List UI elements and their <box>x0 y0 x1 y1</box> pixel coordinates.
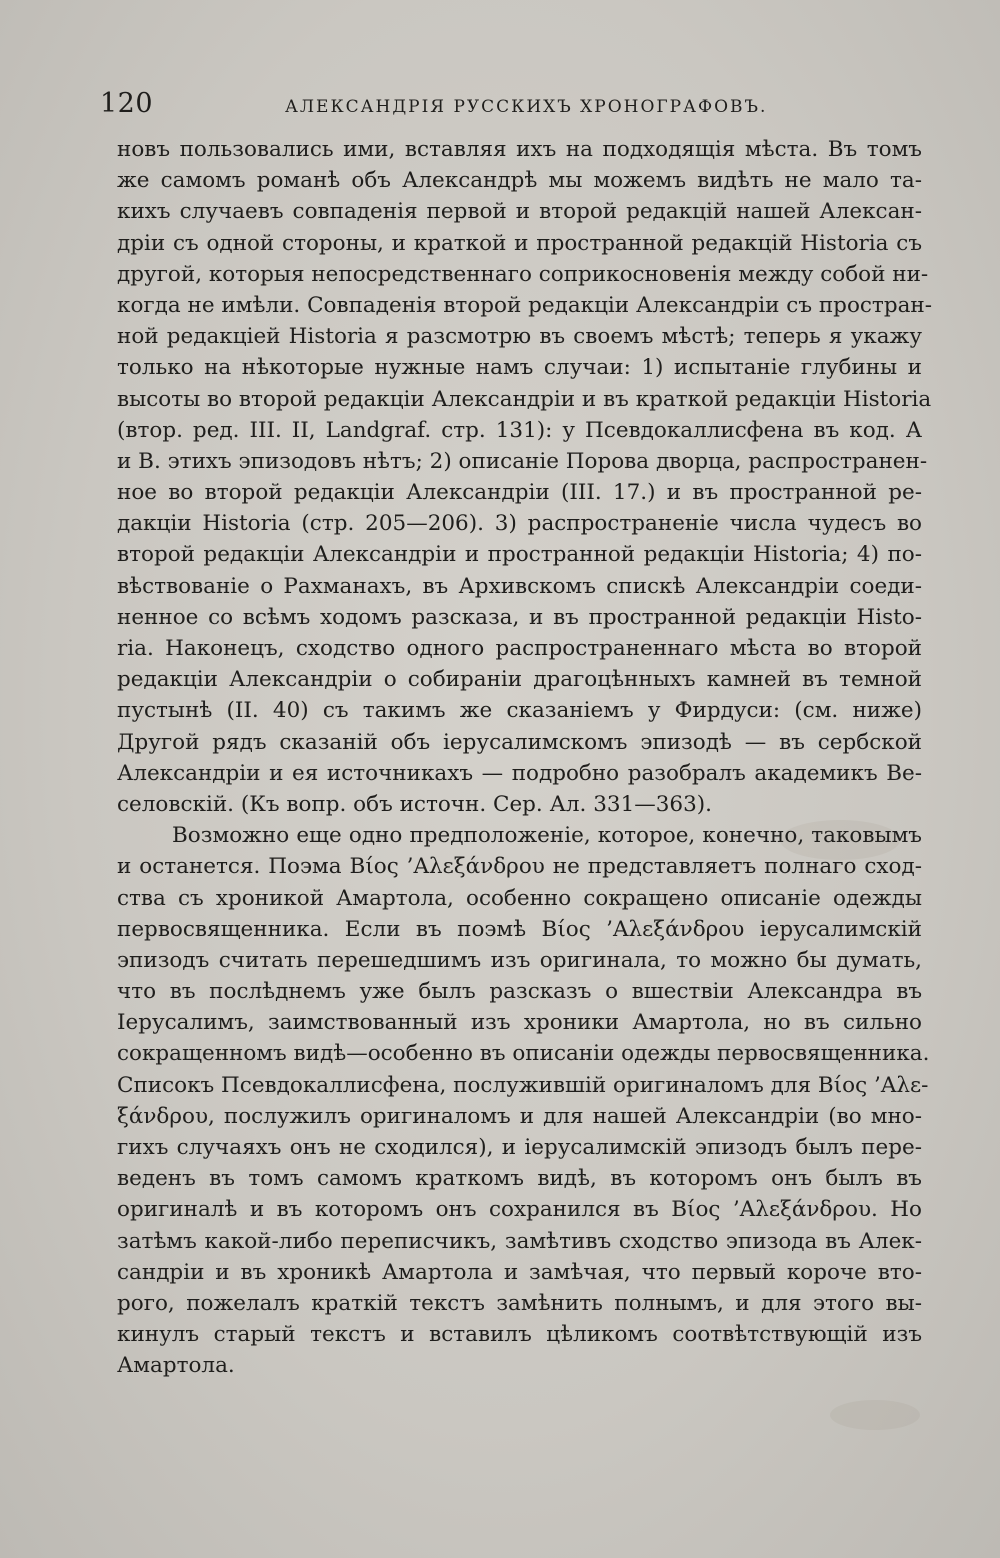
text-line: Списокъ Псевдокаллисфена, послужившій оригиналомъ для Βίος ’Αλε- <box>117 1072 929 1098</box>
page-number: 120 <box>100 88 154 119</box>
text-line: второй редакціи Александріи и пространной редакціи Historia; 4) по- <box>117 542 922 568</box>
text-line: веденъ въ томъ самомъ краткомъ видѣ, въ которомъ онъ былъ въ <box>117 1166 922 1192</box>
text-line: Возможно еще одно предположеніе, которое, конечно, таковымъ <box>172 823 922 849</box>
text-line: (втор. ред. III. II, Landgraf. стр. 131): у Псевдокаллисфена въ код. А <box>117 417 922 443</box>
text-line: и В. этихъ эпизодовъ нѣтъ; 2) описаніе Порова дворца, распространен- <box>117 448 928 474</box>
text-line: ненное со всѣмъ ходомъ разсказа, и въ пространной редакціи Histo- <box>117 604 922 630</box>
text-line: кинулъ старый текстъ и вставилъ цѣликомъ соотвѣтствующій изъ <box>117 1322 922 1348</box>
text-line: гихъ случаяхъ онъ не сходился), и іерусалимскій эпизодъ былъ пере- <box>117 1135 922 1160</box>
text-line: дріи съ одной стороны, и краткой и пространной редакцій Historia съ <box>117 230 922 256</box>
running-head: АЛЕКСАНДРІЯ РУССКИХЪ ХРОНОГРАФОВЪ. <box>285 97 768 117</box>
page-header <box>100 88 930 128</box>
text-line: Іерусалимъ, заимствованный изъ хроники Амартола, но въ сильно <box>117 1010 922 1036</box>
text-line: эпизодъ считать перешедшимъ изъ оригинала, то можно бы думать, <box>117 947 922 973</box>
text-line: оригиналѣ и въ которомъ онъ сохранился въ Βίος ’Αλεξάνδρου. Но <box>117 1197 922 1223</box>
text-line: сандріи и въ хроникѣ Амартола и замѣчая, что первый короче вто- <box>117 1259 922 1285</box>
text-line: ства съ хроникой Амартола, особенно сокращено описаніе одежды <box>117 885 922 911</box>
text-line: когда не имѣли. Совпаденія второй редакціи Александріи съ простран- <box>117 292 933 318</box>
text-line: дакціи Historia (стр. 205—206). 3) распространеніе числа чудесъ во <box>117 511 922 537</box>
text-line: первосвященника. Если въ поэмѣ Βίος ’Αλεξάνδρου іерусалимскій <box>117 916 922 942</box>
text-line: редакціи Александріи о собираніи драгоцѣнныхъ камней въ темной <box>117 667 922 693</box>
text-line: вѣствованіе о Рахманахъ, въ Архивскомъ спискѣ Александріи соеди- <box>117 573 922 599</box>
text-line: другой, которыя непосредственнаго соприкосновенія между собой ни- <box>117 261 929 287</box>
text-line: новъ пользовались ими, вставляя ихъ на подходящія мѣста. Въ томъ <box>117 137 922 162</box>
body-text <box>117 134 933 1382</box>
text-line: только на нѣкоторые нужные намъ случаи: 1) испытаніе глубины и <box>117 355 922 381</box>
text-line: ξάνδρου, послужилъ оригиналомъ и для нашей Александріи (во мно- <box>117 1103 922 1129</box>
text-line: пустынѣ (II. 40) съ такимъ же сказаніемъ у Фирдуси: (см. ниже) <box>117 698 922 724</box>
paper-stain <box>830 1400 920 1430</box>
text-line: рого, пожелалъ краткій текстъ замѣнить полнымъ, и для этого вы- <box>117 1290 922 1316</box>
paragraph <box>117 134 933 820</box>
text-line: Александріи и ея источникахъ — подробно разобралъ академикъ Ве- <box>117 760 922 786</box>
text-line: ное во второй редакціи Александріи (III. 17.) и въ пространной ре- <box>117 480 922 506</box>
text-line: Другой рядъ сказаній объ іерусалимскомъ эпизодѣ — въ сербской <box>117 729 922 755</box>
text-line: ria. Наконецъ, сходство одного распространеннаго мѣста во второй <box>117 636 922 661</box>
text-line: Амартола. <box>117 1353 235 1379</box>
paragraph <box>117 820 930 1381</box>
text-line: сокращенномъ видѣ—особенно въ описаніи одежды первосвященника. <box>117 1041 930 1067</box>
text-line: и останется. Поэма Βίος ’Αλεξάνδρου не представляетъ полнаго сход- <box>117 854 922 880</box>
text-line: что въ послѣднемъ уже былъ разсказъ о вшествіи Александра въ <box>117 979 922 1005</box>
text-line: же самомъ романѣ объ Александрѣ мы можемъ видѣть не мало та- <box>117 168 922 194</box>
text-line: селовскій. (Къ вопр. объ источн. Сер. Ал. 331—363). <box>117 791 713 817</box>
text-line: высоты во второй редакціи Александріи и въ краткой редакціи Historia <box>117 386 932 412</box>
text-line: кихъ случаевъ совпаденія первой и второй редакцій нашей Алексан- <box>117 199 922 225</box>
text-line: затѣмъ какой-либо переписчикъ, замѣтивъ сходство эпизода въ Алек- <box>117 1228 922 1254</box>
text-line: ной редакціей Historia я разсмотрю въ своемъ мѣстѣ; теперь я укажу <box>117 324 922 350</box>
